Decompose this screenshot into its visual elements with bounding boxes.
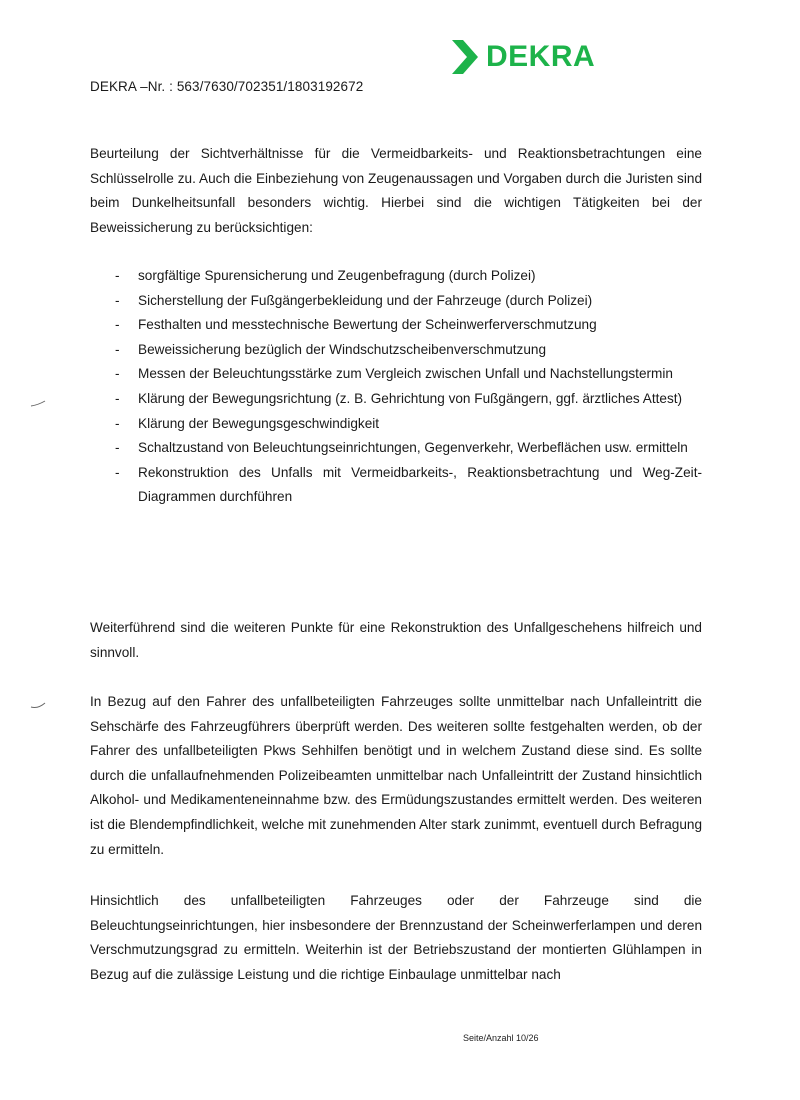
- bullet-dash: -: [115, 317, 120, 333]
- bullet-dash: -: [115, 464, 120, 480]
- bullet-dash: -: [115, 366, 120, 382]
- list-item-text: sorgfältige Spurensicherung und Zeugenbefragung (durch Polizei): [138, 268, 536, 283]
- paragraph-visibility: Beurteilung der Sichtverhältnisse für die Vermeidbarkeits- und Reaktionsbetrachtungen eine Schlüsselrolle zu. Auch die Einbeziehung von Zeugenaussagen und Vorgaben durch die Juristen sind beim Dunkelheitsunfall besonders wichtig. Hierbei sind die wichtigen Tätigkeiten bei der Beweissicherung zu berücksichtigen:: [90, 146, 702, 235]
- document-number: DEKRA –Nr. : 563/7630/702351/1803192672: [90, 79, 364, 94]
- list-item-text: Messen der Beleuchtungsstärke zum Vergleich zwischen Unfall und Nachstellungstermin: [138, 366, 673, 382]
- list-item-text: Klärung der Bewegungsrichtung (z. B. Gehrichtung von Fußgängern, ggf. ärztliches Attest): [138, 390, 683, 406]
- punch-mark-icon: [30, 702, 46, 710]
- list-item: [90, 436, 702, 461]
- list-item: [90, 313, 702, 338]
- list-item: [90, 264, 702, 289]
- bullet-dash: -: [115, 341, 120, 357]
- list-item: [90, 338, 702, 363]
- bullet-dash: -: [115, 390, 120, 406]
- paragraph-reconstruction: Weiterführend sind die weiteren Punkte für eine Rekonstruktion des Unfallgeschehens hilfreich und sinnvoll.: [90, 620, 702, 660]
- list-item: [90, 461, 702, 510]
- dekra-logo: [450, 36, 600, 78]
- list-item: [90, 362, 702, 387]
- page-number: Seite/Anzahl 10/26: [463, 1033, 539, 1043]
- list-item-text: Festhalten und messtechnische Bewertung der Scheinwerferverschmutzung: [138, 317, 597, 333]
- list-item-text: Rekonstruktion des Unfalls mit Vermeidbarkeits-, Reaktionsbetrachtung und Weg-Zeit-Diagrammen durchführen: [138, 464, 702, 505]
- paragraph-vehicle: Hinsichtlich des unfallbeteiligten Fahrzeuges oder der Fahrzeuge sind die Beleuchtungseinrichtungen, hier insbesondere der Brennzustand der Scheinwerferlampen und deren Verschmutzungsgrad zu ermitteln. Weiterhin ist der Betriebszustand der montierten Glühlampen in Bezug auf die zulässige Leistung und die richtige Einbaulage unmittelbar nach: [90, 893, 702, 982]
- punch-mark-icon: [30, 400, 46, 408]
- bullet-dash: -: [115, 440, 120, 456]
- list-item: [90, 412, 702, 437]
- evidence-list: [90, 264, 702, 510]
- list-item-text: Sicherstellung der Fußgängerbekleidung und der Fahrzeuge (durch Polizei): [138, 292, 593, 308]
- list-item: [90, 289, 702, 314]
- bullet-dash: -: [115, 268, 120, 283]
- list-item-text: Klärung der Bewegungsgeschwindigkeit: [138, 415, 380, 431]
- bullet-dash: -: [115, 415, 120, 431]
- list-item: [90, 387, 702, 412]
- logo-text: DEKRA: [486, 40, 596, 73]
- list-item-text: Beweissicherung bezüglich der Windschutzscheibenverschmutzung: [138, 341, 547, 357]
- dekra-arrow-icon: [450, 38, 480, 76]
- paragraph-driver: In Bezug auf den Fahrer des unfallbeteiligten Fahrzeuges sollte unmittelbar nach Unfalleintritt die Sehschärfe des Fahrzeugführers überprüft werden. Des weiteren sollte festgehalten werden, ob der Fahrer des unfallbeteiligten Pkws Sehhilfen benötigt und in welchem Zustand diese sind. Es sollte durch die unfallaufnehmenden Polizeibeamten unmittelbar nach Unfalleintritt der Zustand hinsichtlich Alkohol- und Medikamenteneinnahme bzw. des Ermüdungszustandes ermittelt werden. Des weiteren ist die Blendempfindlichkeit, welche mit zunehmenden Alter stark zunimmt, eventuell durch Befragung zu ermitteln.: [90, 694, 702, 857]
- list-item-text: Schaltzustand von Beleuchtungseinrichtungen, Gegenverkehr, Werbeflächen usw. ermitteln: [138, 440, 688, 456]
- bullet-dash: -: [115, 292, 120, 308]
